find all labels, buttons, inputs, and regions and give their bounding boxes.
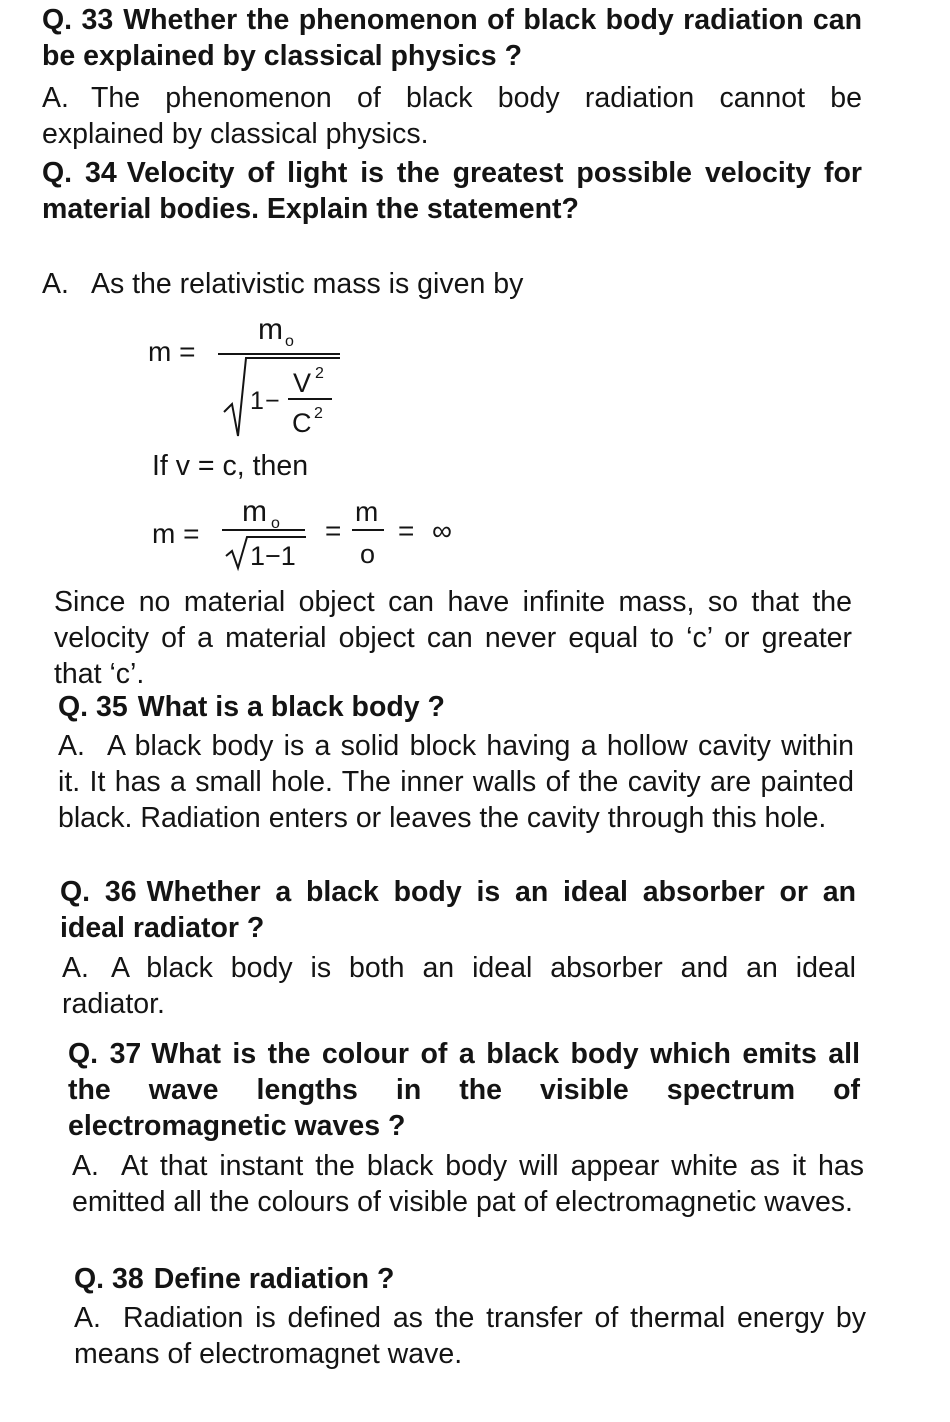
answer-33-text: The phenomenon of black body radiation cannot be explained by classical physics. [42, 82, 862, 150]
question-35-label: Q. 35 [58, 691, 128, 723]
formula2-radicand: 1−1 [250, 541, 296, 571]
question-38-label: Q. 38 [74, 1263, 144, 1295]
answer-35-text: A black body is a solid block having a hollow cavity within it. It has a small hole. The inner walls of the cavity are painted black. Radiation enters or leaves the cavity through this hole. [58, 730, 854, 834]
answer-35-label: A. [58, 730, 85, 762]
formula2-numerator: m [242, 495, 267, 528]
formula1-lhs: m = [148, 336, 196, 367]
formula1-radicand-one: 1 [250, 387, 264, 415]
question-34-label: Q. 34 [42, 157, 117, 189]
question-38-text: Define radiation ? [153, 1263, 395, 1295]
question-37-label: Q. 37 [68, 1038, 142, 1070]
answer-36-label: A. [62, 952, 89, 984]
formula1-numerator-sub: o [285, 333, 294, 350]
question-35-text: What is a black body ? [137, 691, 445, 723]
answer-33-label: A. [42, 82, 69, 114]
formula1-minus: − [265, 387, 280, 415]
answer-38-label: A. [74, 1302, 101, 1334]
answer-37 [72, 1148, 864, 1220]
answer-35 [58, 728, 854, 836]
answer-37-label: A. [72, 1150, 99, 1182]
formula2-second-numerator: m [355, 496, 379, 527]
question-33-label: Q. 33 [42, 4, 114, 36]
question-37 [68, 1036, 860, 1144]
answer-36 [62, 950, 856, 1022]
question-36-text: Whether a black body is an ideal absorber or an ideal radiator ? [60, 876, 856, 944]
condition-line: If v = c, then [152, 450, 309, 482]
answer-37-text: At that instant the black body will appear white as it has emitted all the colours of visible pat of electromagnetic waves. [72, 1150, 864, 1218]
formula1-fraction-numerator-exponent: 2 [315, 365, 324, 382]
answer-34-intro-text: As the relativistic mass is given by [90, 268, 524, 300]
formula1-numerator: m [258, 313, 283, 346]
question-36-label: Q. 36 [60, 876, 137, 908]
formula1-fraction-denominator: C [292, 408, 312, 438]
formula1-radical-sign [224, 358, 340, 436]
formula2-result-infinity: ∞ [432, 515, 452, 546]
formula1-fraction-numerator: V [293, 368, 312, 398]
question-37-text: What is the colour of a black body which emits all the wave lengths in the visible spectrum of electromagnetic waves ? [68, 1038, 860, 1142]
formula2-equals-1: = [325, 515, 342, 546]
question-33-text: Whether the phenomenon of black body radiation can be explained by classical physics ? [42, 4, 862, 72]
formula2-radical-sign [226, 537, 306, 568]
question-34 [42, 155, 862, 227]
answer-38-text: Radiation is defined as the transfer of thermal energy by means of electromagnet wave. [74, 1302, 866, 1370]
question-35 [58, 689, 858, 725]
formula2-lhs: m = [152, 518, 200, 549]
question-36 [60, 874, 856, 946]
answer-36-text: A black body is both an ideal absorber and an ideal radiator. [62, 952, 856, 1020]
answer-34-label: A. [42, 268, 69, 300]
question-34-text: Velocity of light is the greatest possible velocity for material bodies. Explain the statement? [42, 157, 862, 225]
formula2-numerator-sub: o [271, 515, 280, 532]
answer-38 [74, 1300, 866, 1372]
question-38 [74, 1261, 864, 1297]
formula1-fraction-denominator-exponent: 2 [314, 405, 323, 422]
question-33 [42, 2, 862, 74]
answer-33 [42, 80, 862, 152]
formula2-second-denominator: o [360, 539, 376, 569]
answer-34-conclusion: Since no material object can have infinite mass, so that the velocity of a material object can never equal to ‘c’ or greater that ‘c’. [54, 586, 852, 690]
answer-34-intro [42, 266, 862, 302]
formula2-equals-2: = [398, 515, 415, 546]
